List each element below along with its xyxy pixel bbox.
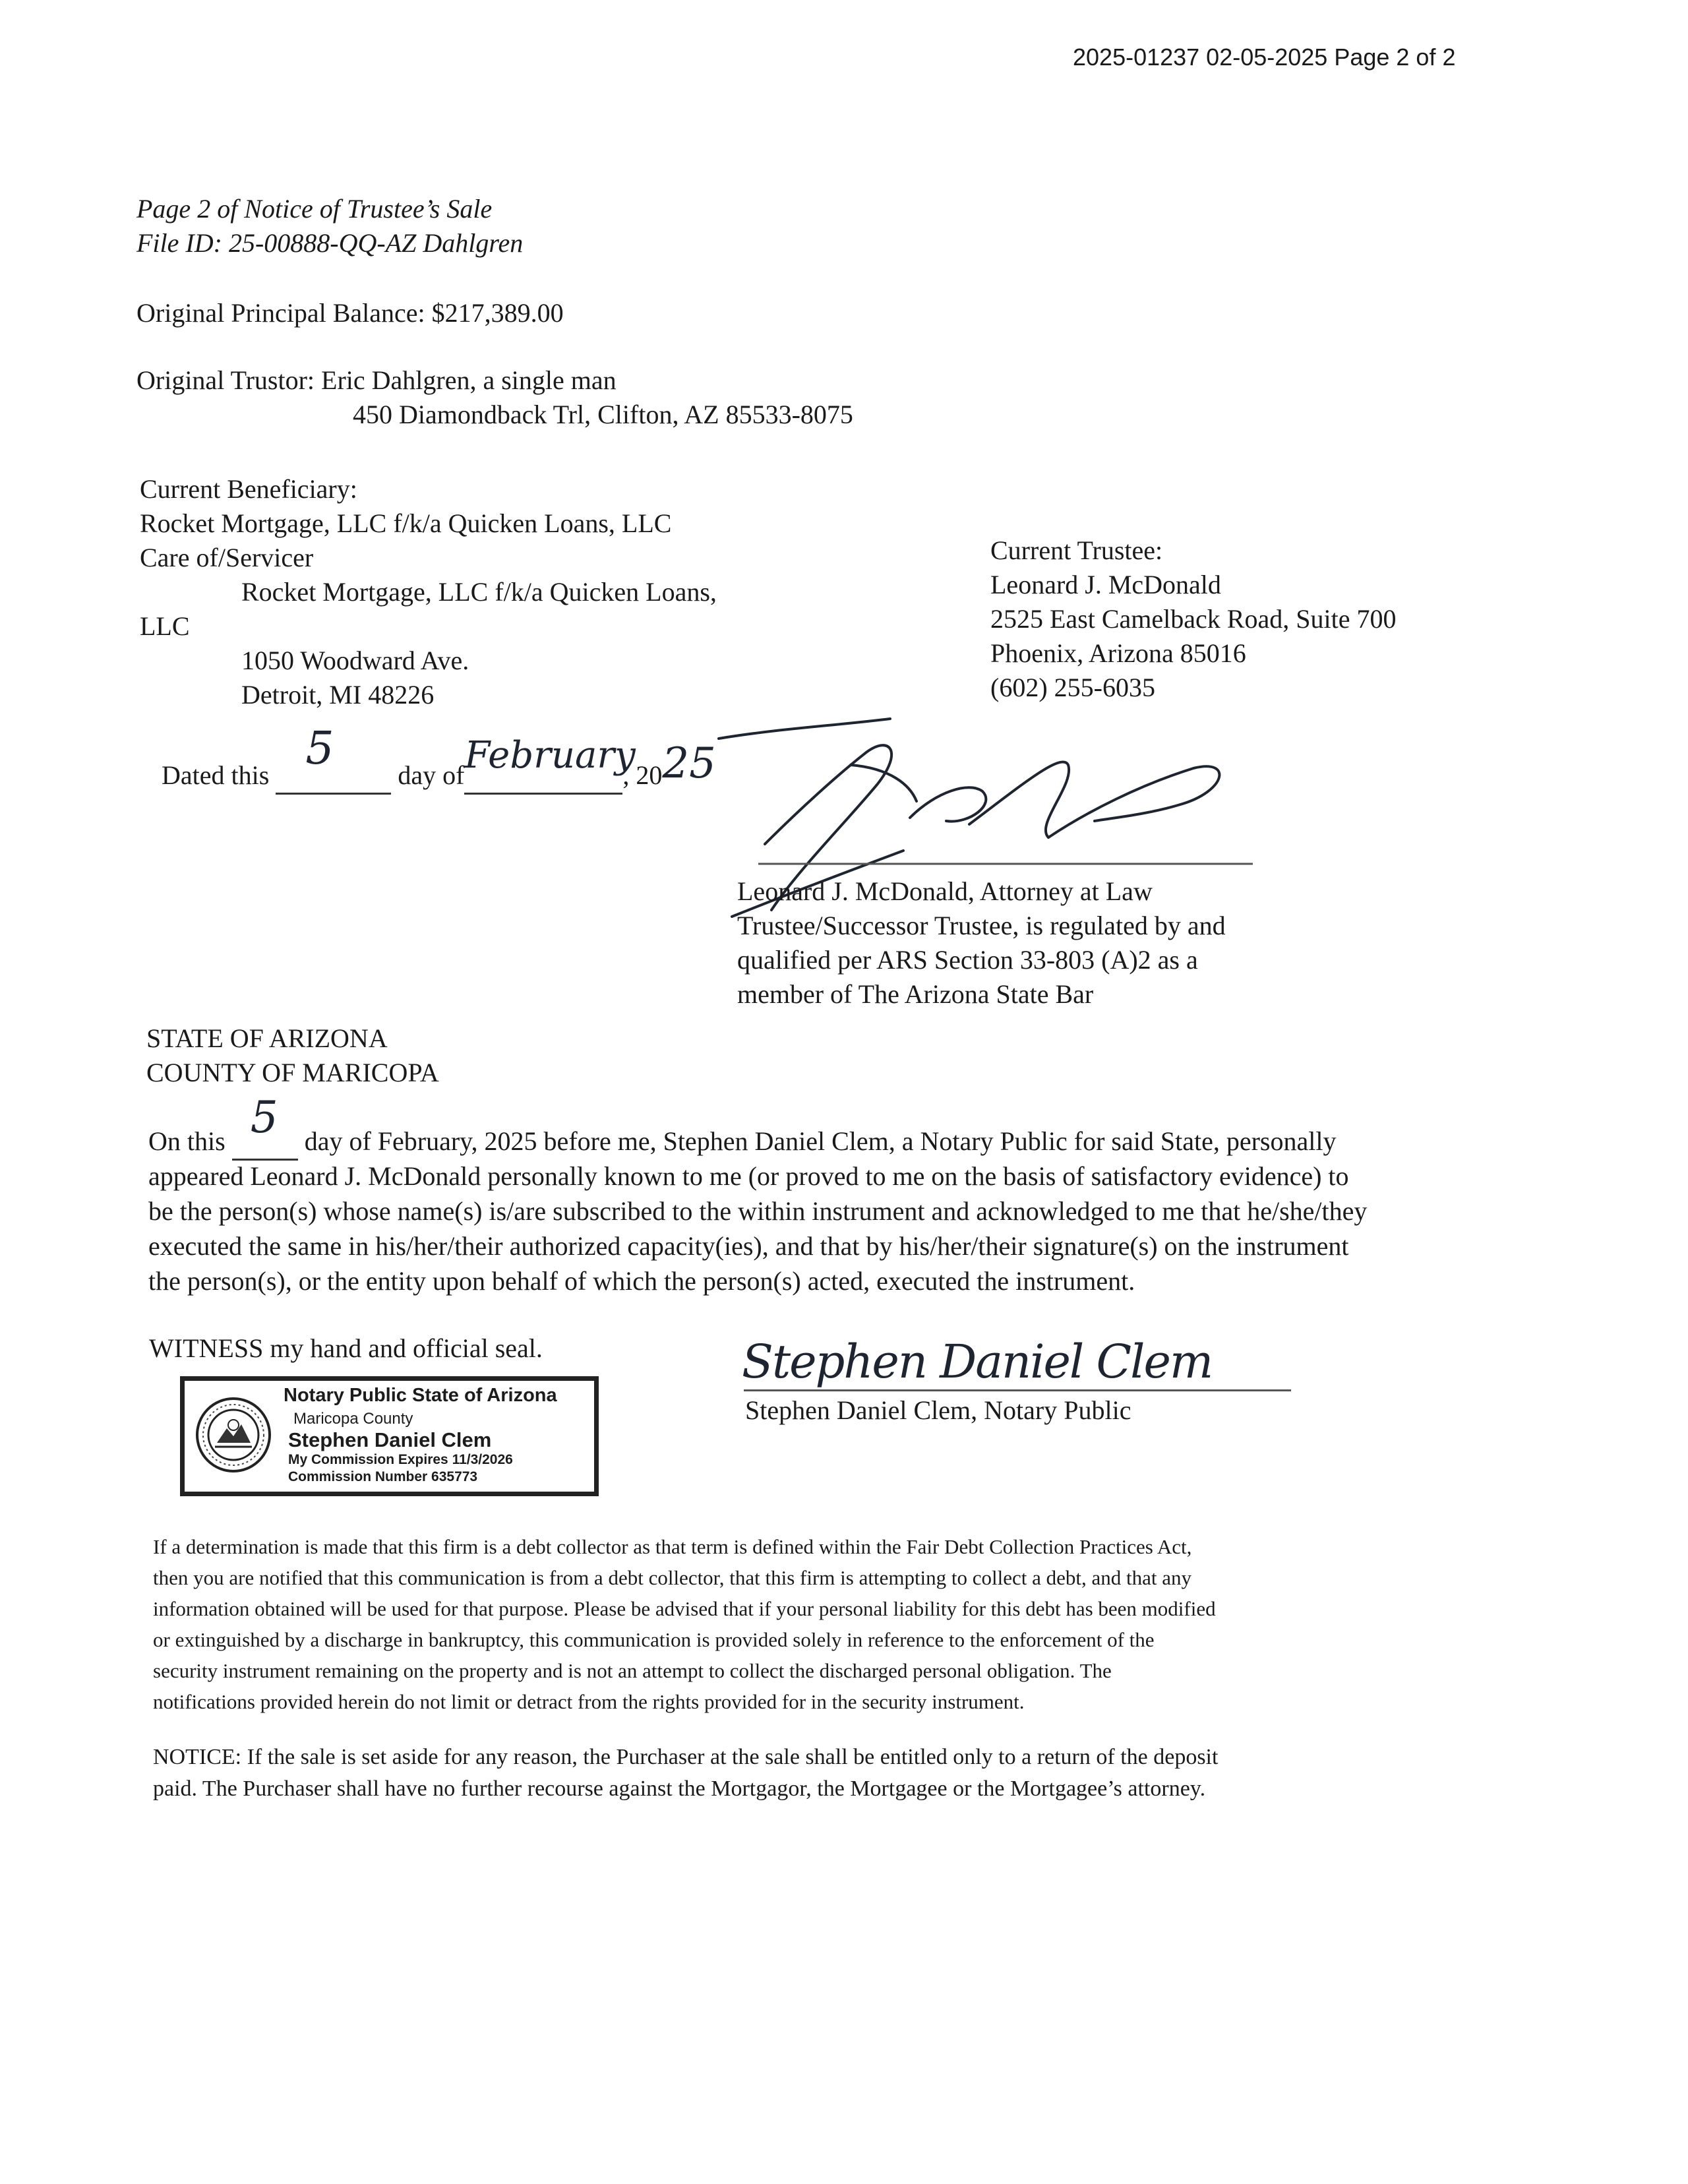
notary-stamp (180, 1376, 599, 1496)
venue-state: STATE OF ARIZONA (146, 1023, 388, 1053)
stamp-line-1: Notary Public State of Arizona (284, 1385, 557, 1406)
stamp-line-2: Maricopa County (293, 1410, 413, 1428)
notary-signature-caption: Stephen Daniel Clem, Notary Public (745, 1395, 1131, 1425)
notary-signature-line (744, 1389, 1291, 1391)
servicer-name-continued: LLC (140, 611, 190, 641)
trustee-name: Leonard J. McDonald (990, 570, 1221, 599)
care-of-servicer: Care of/Servicer (140, 543, 314, 572)
servicer-street: 1050 Woodward Ave. (241, 646, 469, 675)
trustee-heading: Current Trustee: (990, 535, 1163, 565)
original-trustor: Original Trustor: Eric Dahlgren, a single man (136, 365, 617, 395)
notary-signature: Stephen Daniel Clem (742, 1335, 1213, 1389)
trustee-qualified-line: qualified per ARS Section 33-803 (A)2 as a (737, 945, 1198, 975)
ack-day-field (232, 1092, 298, 1161)
trustee-phone: (602) 255-6035 (990, 673, 1155, 702)
disclaimer-line-4: or extinguished by a discharge in bankruptcy, this communication is provided solely in reference to the enforcement of the (153, 1628, 1155, 1651)
trustee-city: Phoenix, Arizona 85016 (990, 638, 1246, 668)
servicer-city: Detroit, MI 48226 (241, 680, 435, 710)
dated-line (162, 723, 716, 795)
stamp-line-4: My Commission Expires 11/3/2026 (288, 1452, 513, 1467)
disclaimer-line-5: security instrument remaining on the property and is not an attempt to collect the discharged personal obligation. The (153, 1659, 1112, 1682)
disclaimer-line-1: If a determination is made that this firm is a debt collector as that term is defined within the Fair Debt Collection Practices Act, (153, 1535, 1192, 1558)
disclaimer-line-3: information obtained will be used for that purpose. Please be advised that if your personal liability for this debt has been modified (153, 1597, 1216, 1620)
acknowledgment-line-5: the person(s), or the entity upon behalf of which the person(s) acted, executed the instrument. (148, 1266, 1135, 1296)
file-id-line: File ID: 25-00888-QQ-AZ Dahlgren (136, 228, 524, 258)
recording-header: 2025-01237 02-05-2025 Page 2 of 2 (1073, 44, 1456, 71)
dated-prefix: Dated this (162, 760, 270, 790)
dated-month-field (464, 734, 636, 795)
original-principal-balance: Original Principal Balance: $217,389.00 (136, 298, 564, 328)
trustee-street: 2525 East Camelback Road, Suite 700 (990, 604, 1397, 634)
beneficiary-name: Rocket Mortgage, LLC f/k/a Quicken Loans, LLC (140, 508, 672, 538)
dated-day-handwritten: 5 (305, 723, 334, 775)
ack-on-this: On this (148, 1126, 226, 1156)
dated-month-handwritten: February (464, 734, 636, 777)
arizona-seal-icon (194, 1395, 273, 1474)
witness-line: WITNESS my hand and official seal. (149, 1333, 543, 1363)
trustee-signature-name: Leonard J. McDonald, Attorney at Law (737, 876, 1153, 906)
ack-line-1-rest: day of February, 2025 before me, Stephen Daniel Clem, a Notary Public for said State, personally (304, 1126, 1337, 1156)
dated-year-handwritten: 25 (662, 739, 716, 788)
ack-day-handwritten: 5 (250, 1092, 278, 1143)
trustee-regulated-line: Trustee/Successor Trustee, is regulated by and (737, 911, 1226, 940)
dated-middle: day of (398, 760, 465, 790)
acknowledgment-line-4: executed the same in his/her/their authorized capacity(ies), and that by his/her/their signature(s) on the instrument (148, 1231, 1349, 1261)
notice-line-1: NOTICE: If the sale is set aside for any reason, the Purchaser at the sale shall be entitled only to a return of the deposit (153, 1745, 1219, 1769)
dated-day-field (276, 723, 391, 795)
stamp-line-3: Stephen Daniel Clem (288, 1428, 492, 1451)
beneficiary-heading: Current Beneficiary: (140, 474, 357, 504)
trustee-bar-member-line: member of The Arizona State Bar (737, 979, 1094, 1009)
disclaimer-line-2: then you are notified that this communication is from a debt collector, that this firm is attempting to collect a debt, and that any (153, 1566, 1192, 1589)
dated-year-prefix: , 20 (622, 760, 663, 790)
disclaimer-line-6: notifications provided herein do not limit or detract from the rights provided for in the security instrument. (153, 1690, 1025, 1713)
notice-line-2: paid. The Purchaser shall have no further recourse against the Mortgagor, the Mortgagee or the Mortgagee’s attorney. (153, 1776, 1206, 1801)
venue-county: COUNTY OF MARICOPA (146, 1058, 439, 1087)
acknowledgment-line-2: appeared Leonard J. McDonald personally known to me (or proved to me on the basis of satisfactory evidence) to (148, 1161, 1349, 1191)
page-reference-line: Page 2 of Notice of Trustee’s Sale (136, 194, 493, 224)
acknowledgment-line-3: be the person(s) whose name(s) is/are subscribed to the within instrument and acknowledged to me that he/she/they (148, 1196, 1368, 1226)
acknowledgment-line-1 (148, 1092, 1520, 1161)
stamp-line-5: Commission Number 635773 (288, 1469, 478, 1484)
trustor-address: 450 Diamondback Trl, Clifton, AZ 85533-8075 (353, 400, 853, 429)
servicer-name: Rocket Mortgage, LLC f/k/a Quicken Loans, (241, 577, 717, 607)
